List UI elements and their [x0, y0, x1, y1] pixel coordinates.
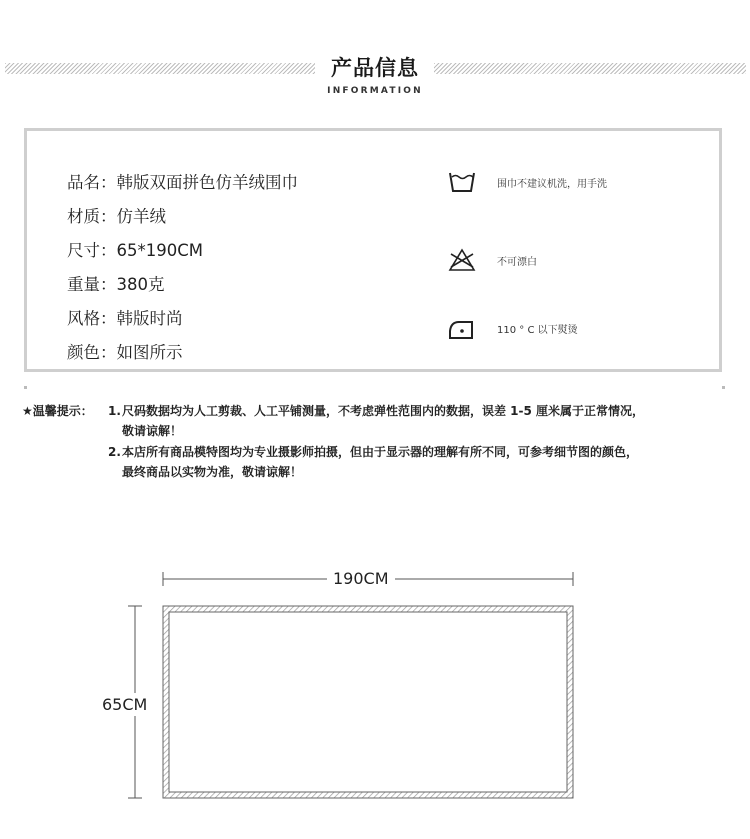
- spec-value: 如图所示: [116, 343, 183, 362]
- tip-number: 1.: [108, 404, 121, 418]
- spec-label: 品名：: [67, 173, 117, 192]
- tip-text: 尺码数据均为人工剪裁、人工平铺测量，不考虑弹性范围内的数据，误差 1-5 厘米属于正常情况，: [122, 404, 645, 418]
- spec-value: 韩版双面拼色仿羊绒围巾: [116, 173, 298, 192]
- tip-text: 本店所有商品模特图均为专业摄影师拍摄，但由于显示器的理解有所不同，可参考细节图的颜色，: [122, 445, 639, 459]
- spec-value: 65*190CM: [116, 241, 203, 260]
- spec-label: 材质：: [67, 207, 117, 226]
- tip-item-1-cont: 敬请谅解！: [122, 424, 183, 438]
- page-title: 产品信息: [331, 56, 419, 80]
- tip-item-2-cont: 最终商品以实物为准，敬请谅解！: [122, 465, 303, 479]
- tip-number: 2.: [108, 445, 121, 459]
- page-subtitle: INFORMATION: [327, 86, 423, 96]
- scarf-body: [169, 612, 567, 792]
- care-text-wash: 围巾不建议机洗，用手洗: [497, 178, 607, 190]
- spec-value: 仿羊绒: [116, 207, 166, 226]
- spec-label: 风格：: [67, 309, 117, 328]
- spec-value: 韩版时尚: [116, 309, 183, 328]
- care-text-bleach: 不可漂白: [497, 256, 537, 268]
- spec-label: 重量：: [67, 275, 117, 294]
- tips-label: ★温馨提示：: [22, 404, 93, 418]
- spec-label: 颜色：: [67, 343, 117, 362]
- spec-label: 尺寸：: [67, 241, 117, 260]
- care-text-iron: 110 ° C 以下熨烫: [497, 324, 578, 336]
- width-label: 190CM: [327, 569, 395, 588]
- spec-value: 380克: [116, 275, 165, 294]
- height-label: 65CM: [102, 695, 148, 714]
